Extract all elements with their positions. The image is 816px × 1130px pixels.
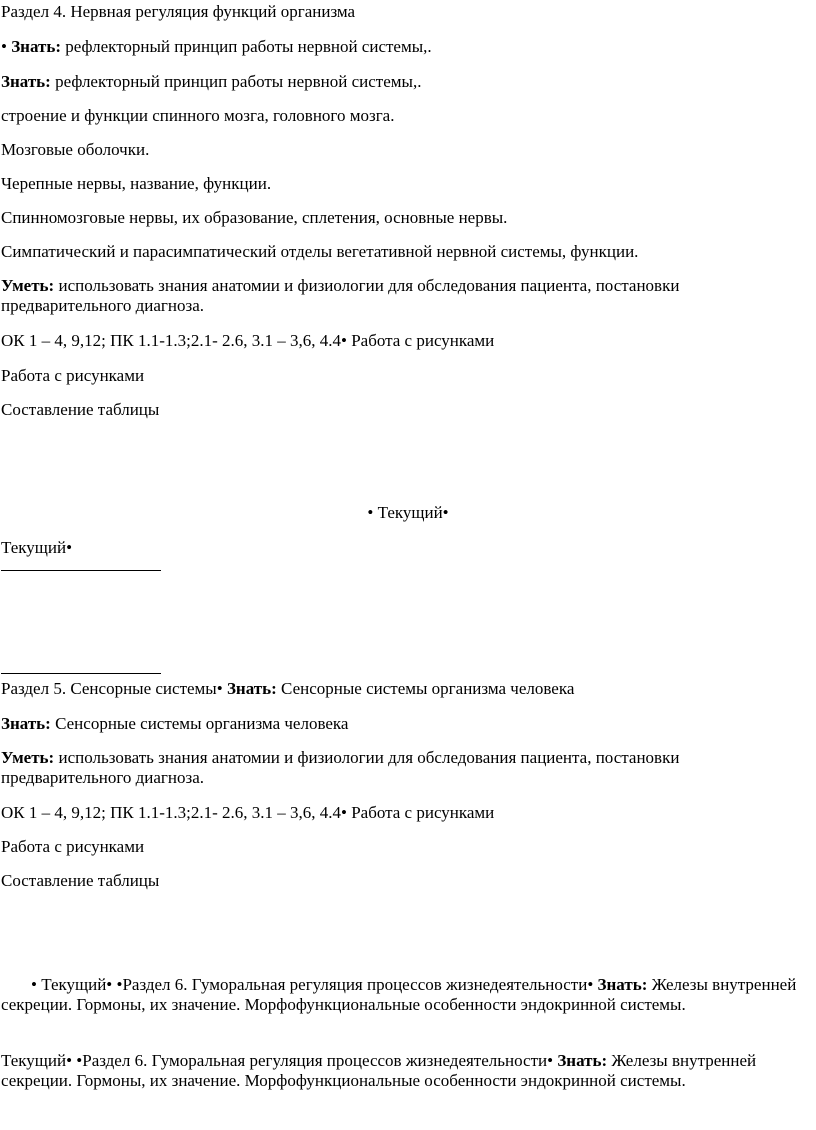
section-5-skill (1, 748, 806, 788)
section-4-title: Раздел 4. Нервная регуляция функций организма (1, 2, 356, 21)
section-4-line-cranial: Черепные нервы, название, функции. (1, 174, 272, 193)
bullet-icon: • (341, 803, 347, 822)
know-text: рефлекторный принцип работы нервной системы,. (61, 37, 432, 56)
know-label: Знать: (1, 714, 51, 733)
current-label: Текущий (41, 975, 107, 994)
skill-label: Уметь: (1, 276, 55, 295)
bullet-icon: • (106, 975, 113, 994)
section-4-work-pictures: Работа с рисунками (1, 366, 145, 385)
bullet-icon: • (216, 679, 223, 698)
bullet-icon: • (31, 975, 37, 994)
current-label: Текущий (1, 538, 67, 557)
know-text: рефлекторный принцип работы нервной системы,. (50, 72, 422, 91)
work-pictures-inline: Работа с рисунками (346, 331, 495, 350)
bullet-icon: • (367, 503, 374, 522)
bullet-icon: • (587, 975, 594, 994)
know-text: Железы внутренней секреции. Гормоны, их значение. Морфофункциональные особенности эндокринной системы. (1, 1051, 757, 1090)
section-6-title: Раздел 6. Гуморальная регуляция процессов жизнедеятельности (82, 1051, 548, 1070)
bullet-icon: • (66, 1051, 73, 1070)
section-4-line-meninges: Мозговые оболочки. (1, 140, 150, 159)
section-5-title-row (1, 679, 806, 699)
section-4-line-spinal-nerves: Спинномозговые нервы, их образование, сплетения, основные нервы. (1, 208, 508, 227)
skill-text: использовать знания анатомии и физиологии для обследования пациента, постановки предварительного диагноза. (1, 276, 680, 315)
know-text: Сенсорные системы организма человека (276, 679, 575, 698)
section-4-skill (1, 276, 806, 316)
section-5-know (1, 714, 806, 734)
bullet-icon: • (341, 331, 347, 350)
section-4-line-spinal: строение и функции спинного мозга, головного мозга. (1, 106, 395, 125)
bullet-icon: • (66, 538, 73, 557)
know-text: Железы внутренней секреции. Гормоны, их значение. Морфофункциональные особенности эндокринной системы. (1, 975, 797, 1014)
current-left (1, 538, 806, 558)
work-pictures-inline: Работа с рисунками (346, 803, 495, 822)
section-6-block-1 (1, 975, 806, 1015)
skill-label: Уметь: (1, 748, 55, 767)
section-6-title: Раздел 6. Гуморальная регуляция процессов жизнедеятельности (122, 975, 588, 994)
competencies-text: ОК 1 – 4, 9,12; ПК 1.1-1.3;2.1- 2.6, 3.1 – 3,6, 4.4 (1, 331, 341, 350)
section-5-competencies (1, 803, 806, 823)
know-label: Знать: (11, 37, 62, 56)
know-label: Знать: (557, 1051, 608, 1070)
know-label: Знать: (597, 975, 648, 994)
competencies-text: ОК 1 – 4, 9,12; ПК 1.1-1.3;2.1- 2.6, 3.1 – 3,6, 4.4 (1, 803, 341, 822)
know-label: Знать: (1, 72, 51, 91)
section-5-work-pictures: Работа с рисунками (1, 837, 145, 856)
know-label: Знать: (226, 679, 277, 698)
current-centered (0, 503, 816, 523)
section-5-title: Раздел 5. Сенсорные системы (1, 679, 217, 698)
section-4-know-bulleted (1, 37, 806, 57)
bullet-icon: • (116, 975, 123, 994)
bullet-icon: • (442, 503, 449, 522)
bullet-icon: • (76, 1051, 83, 1070)
skill-text: использовать знания анатомии и физиологии для обследования пациента, постановки предварительного диагноза. (1, 748, 680, 787)
bullet-icon: • (547, 1051, 554, 1070)
section-5-table: Составление таблицы (1, 871, 160, 890)
section-4-competencies (1, 331, 806, 351)
section-6-block-2 (1, 1051, 806, 1091)
footnote-divider (1, 570, 161, 571)
know-text: Сенсорные системы организма человека (50, 714, 349, 733)
current-label: Текущий (1, 1051, 67, 1070)
section-4-know (1, 72, 806, 92)
section-4-table: Составление таблицы (1, 400, 160, 419)
bullet-icon: • (1, 37, 7, 56)
section-4-line-autonomic: Симпатический и парасимпатический отделы вегетативной нервной системы, функции. (1, 242, 639, 261)
current-label: Текущий (377, 503, 443, 522)
footnote-divider (1, 673, 161, 674)
